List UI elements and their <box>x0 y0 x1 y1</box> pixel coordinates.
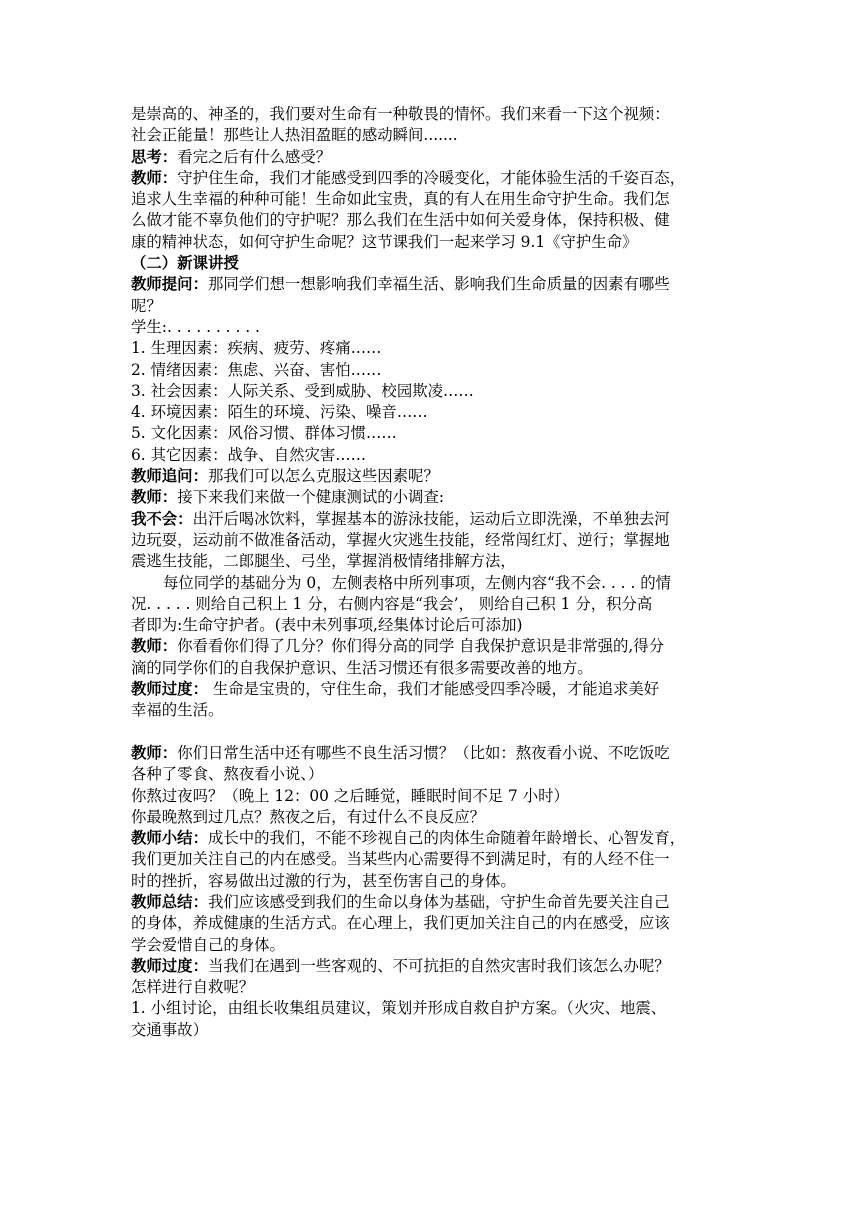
text-line <box>131 360 731 381</box>
text-segment: 边玩耍，运动前不做准备活动，掌握火灾逃生技能，经常闯红灯、逆行；掌握地 <box>131 530 670 549</box>
text-line <box>131 998 731 1019</box>
text-line <box>131 913 731 934</box>
text-segment: 震逃生技能，二郎腿坐、弓坐，掌握消极情绪排解方法， <box>131 552 516 571</box>
text-line <box>131 658 731 679</box>
text-segment: 幸福的生活。 <box>131 701 224 720</box>
text-line <box>131 104 731 125</box>
text-segment: 追求人生幸福的种种可能！生命如此宝贵，真的有人在用生命守护生命。我们怎 <box>131 190 670 209</box>
text-line <box>131 530 731 551</box>
text-line <box>131 147 731 168</box>
text-line <box>131 807 731 828</box>
text-line <box>131 935 731 956</box>
text-line <box>131 1020 731 1041</box>
text-line <box>131 636 731 657</box>
text-segment: 生命是宝贵的，守住生命，我们才能感受四季冷暖，才能追求美好 <box>207 680 660 699</box>
text-line <box>131 445 731 466</box>
text-line <box>131 338 731 359</box>
document-page <box>131 104 731 1041</box>
text-segment: 我们更加关注自己的内在感受。当某些内心需要得不到满足时，有的人经不住一 <box>131 850 670 869</box>
text-line <box>131 849 731 870</box>
text-line <box>131 786 731 807</box>
text-line <box>131 509 731 530</box>
text-line <box>131 168 731 189</box>
text-segment: 那我们可以怎么克服这些因素呢？ <box>207 467 439 486</box>
text-line <box>131 828 731 849</box>
text-line <box>131 487 731 508</box>
bold-label: 思考： <box>131 147 178 166</box>
text-segment: 滴的同学你们的自我保护意识、生活习惯还有很多需要改善的地方。 <box>131 658 593 677</box>
text-line <box>131 466 731 487</box>
text-segment: 各种了零食、熬夜看小说、） <box>131 765 324 784</box>
bold-label: 教师： <box>131 488 178 507</box>
text-segment: 看完之后有什么感受？ <box>177 147 332 166</box>
bold-label: 教师提问： <box>131 275 208 294</box>
bold-label: 教师总结： <box>131 892 208 911</box>
text-line <box>131 892 731 913</box>
text-segment: 成长中的我们，不能不珍视自己的肉体生命随着年龄增长、心智发育， <box>207 829 686 848</box>
bold-label: （二）新课讲授 <box>131 254 239 273</box>
text-line <box>131 679 731 700</box>
text-segment: 你看看你们得了几分？你们得分高的同学 自我保护意识是非常强的,得分 <box>177 637 665 656</box>
text-line <box>131 296 731 317</box>
bold-label: 教师小结： <box>131 829 208 848</box>
text-line <box>131 764 731 785</box>
text-line <box>131 381 731 402</box>
bold-label: 我不会： <box>131 509 193 528</box>
text-segment: 你们日常生活中还有哪些不良生活习惯？（比如：熬夜看小说、不吃饭吃 <box>177 743 670 762</box>
bold-label: 教师过度： <box>131 680 208 699</box>
text-line <box>131 210 731 231</box>
text-segment: 者即为:生命守护者。(表中未列事项,经集体讨论后可添加) <box>131 616 523 635</box>
text-segment: 学会爱惜自己的身体。 <box>131 935 285 954</box>
text-segment: 康的精神状态，如何守护生命呢？这节课我们一起来学习 9.1《守护生命》 <box>131 232 638 251</box>
text-segment: 怎样进行自救呢？ <box>131 978 255 997</box>
text-segment: 你熬过夜吗？（晚上 12：00 之后睡觉，睡眠时间不足 7 小时） <box>131 786 569 805</box>
text-segment: 1. 小组讨论，由组长收集组员建议，策划并形成自救自护方案。（火灾、地震、 <box>131 999 667 1018</box>
text-line <box>131 551 731 572</box>
text-segment: 当我们在遇到一些客观的、不可抗拒的自然灾害时我们该怎么办呢？ <box>207 956 670 975</box>
text-line <box>131 402 731 423</box>
text-line <box>131 871 731 892</box>
text-line <box>131 700 731 721</box>
text-segment: 是崇高的、神圣的，我们要对生命有一种敬畏的情怀。我们来看一下这个视频： <box>131 105 670 123</box>
text-segment: 我们应该感受到我们的生命以身体为基础，守护生命首先要关注自己 <box>207 892 670 911</box>
text-line <box>131 253 731 274</box>
text-segment: 么做才能不辜负他们的守护呢？那么我们在生活中如何关爱身体，保持积极、健 <box>131 211 670 230</box>
text-segment: 接下来我们来做一个健康测试的小调查: <box>177 488 445 507</box>
bold-label: 教师： <box>131 743 178 762</box>
bold-label: 教师追问： <box>131 467 208 486</box>
text-segment: 呢？ <box>131 296 162 315</box>
text-segment: 时的挫折，容易做出过激的行为，甚至伤害自己的身体。 <box>131 871 516 890</box>
text-segment: 5. 文化因素：风俗习惯、群体习惯…… <box>131 424 397 443</box>
text-segment: 6. 其它因素：战争、自然灾害…… <box>131 445 367 464</box>
text-line <box>131 615 731 636</box>
text-line <box>131 189 731 210</box>
text-segment: 2. 情绪因素：焦虑、兴奋、害怕…… <box>131 360 382 379</box>
text-line <box>131 232 731 253</box>
text-line <box>131 423 731 444</box>
text-segment: 社会正能量！那些让人热泪盈眶的感动瞬间....... <box>131 126 458 145</box>
blank-line <box>131 722 731 743</box>
text-segment: 1. 生理因素：疾病、疲劳、疼痛…… <box>131 339 382 358</box>
text-segment: 出汗后喝冰饮料，掌握基本的游泳技能，运动后立即洗澡，不单独去河 <box>192 509 670 528</box>
bold-label: 教师过度： <box>131 956 208 975</box>
bold-label: 教师： <box>131 168 178 187</box>
text-segment: 的身体，养成健康的生活方式。在心理上，我们更加关注自己的内在感受，应该 <box>131 914 670 933</box>
text-segment: 守护住生命，我们才能感受到四季的冷暖变化，才能体验生活的千姿百态， <box>177 168 686 187</box>
text-segment: 4. 环境因素：陌生的环境、污染、噪音…… <box>131 403 428 422</box>
text-segment: 况. . . . . 则给自己积上 1 分，右侧内容是“我会’， 则给自己积 1 分，积分高 <box>131 594 653 613</box>
text-line <box>131 274 731 295</box>
text-line <box>131 977 731 998</box>
text-segment: 每位同学的基础分为 0，左侧表格中所列事项，左侧内容“我不会. . . . 的情 <box>163 573 672 592</box>
bold-label: 教师： <box>131 637 178 656</box>
text-segment: 3. 社会因素：人际关系、受到威胁、校园欺凌…… <box>131 381 474 400</box>
text-segment: 交通事故） <box>131 1020 208 1039</box>
text-segment: 那同学们想一想影响我们幸福生活、影响我们生命质量的因素有哪些 <box>207 275 670 294</box>
text-line <box>131 743 731 764</box>
text-line <box>131 594 731 615</box>
text-segment: 你最晚熬到过几点？熬夜之后，有过什么不良反应？ <box>131 807 485 826</box>
text-line <box>131 125 731 146</box>
text-line <box>131 956 731 977</box>
text-line <box>131 317 731 338</box>
text-line <box>131 573 731 594</box>
text-segment: 学生:. . . . . . . . . . <box>131 317 260 336</box>
